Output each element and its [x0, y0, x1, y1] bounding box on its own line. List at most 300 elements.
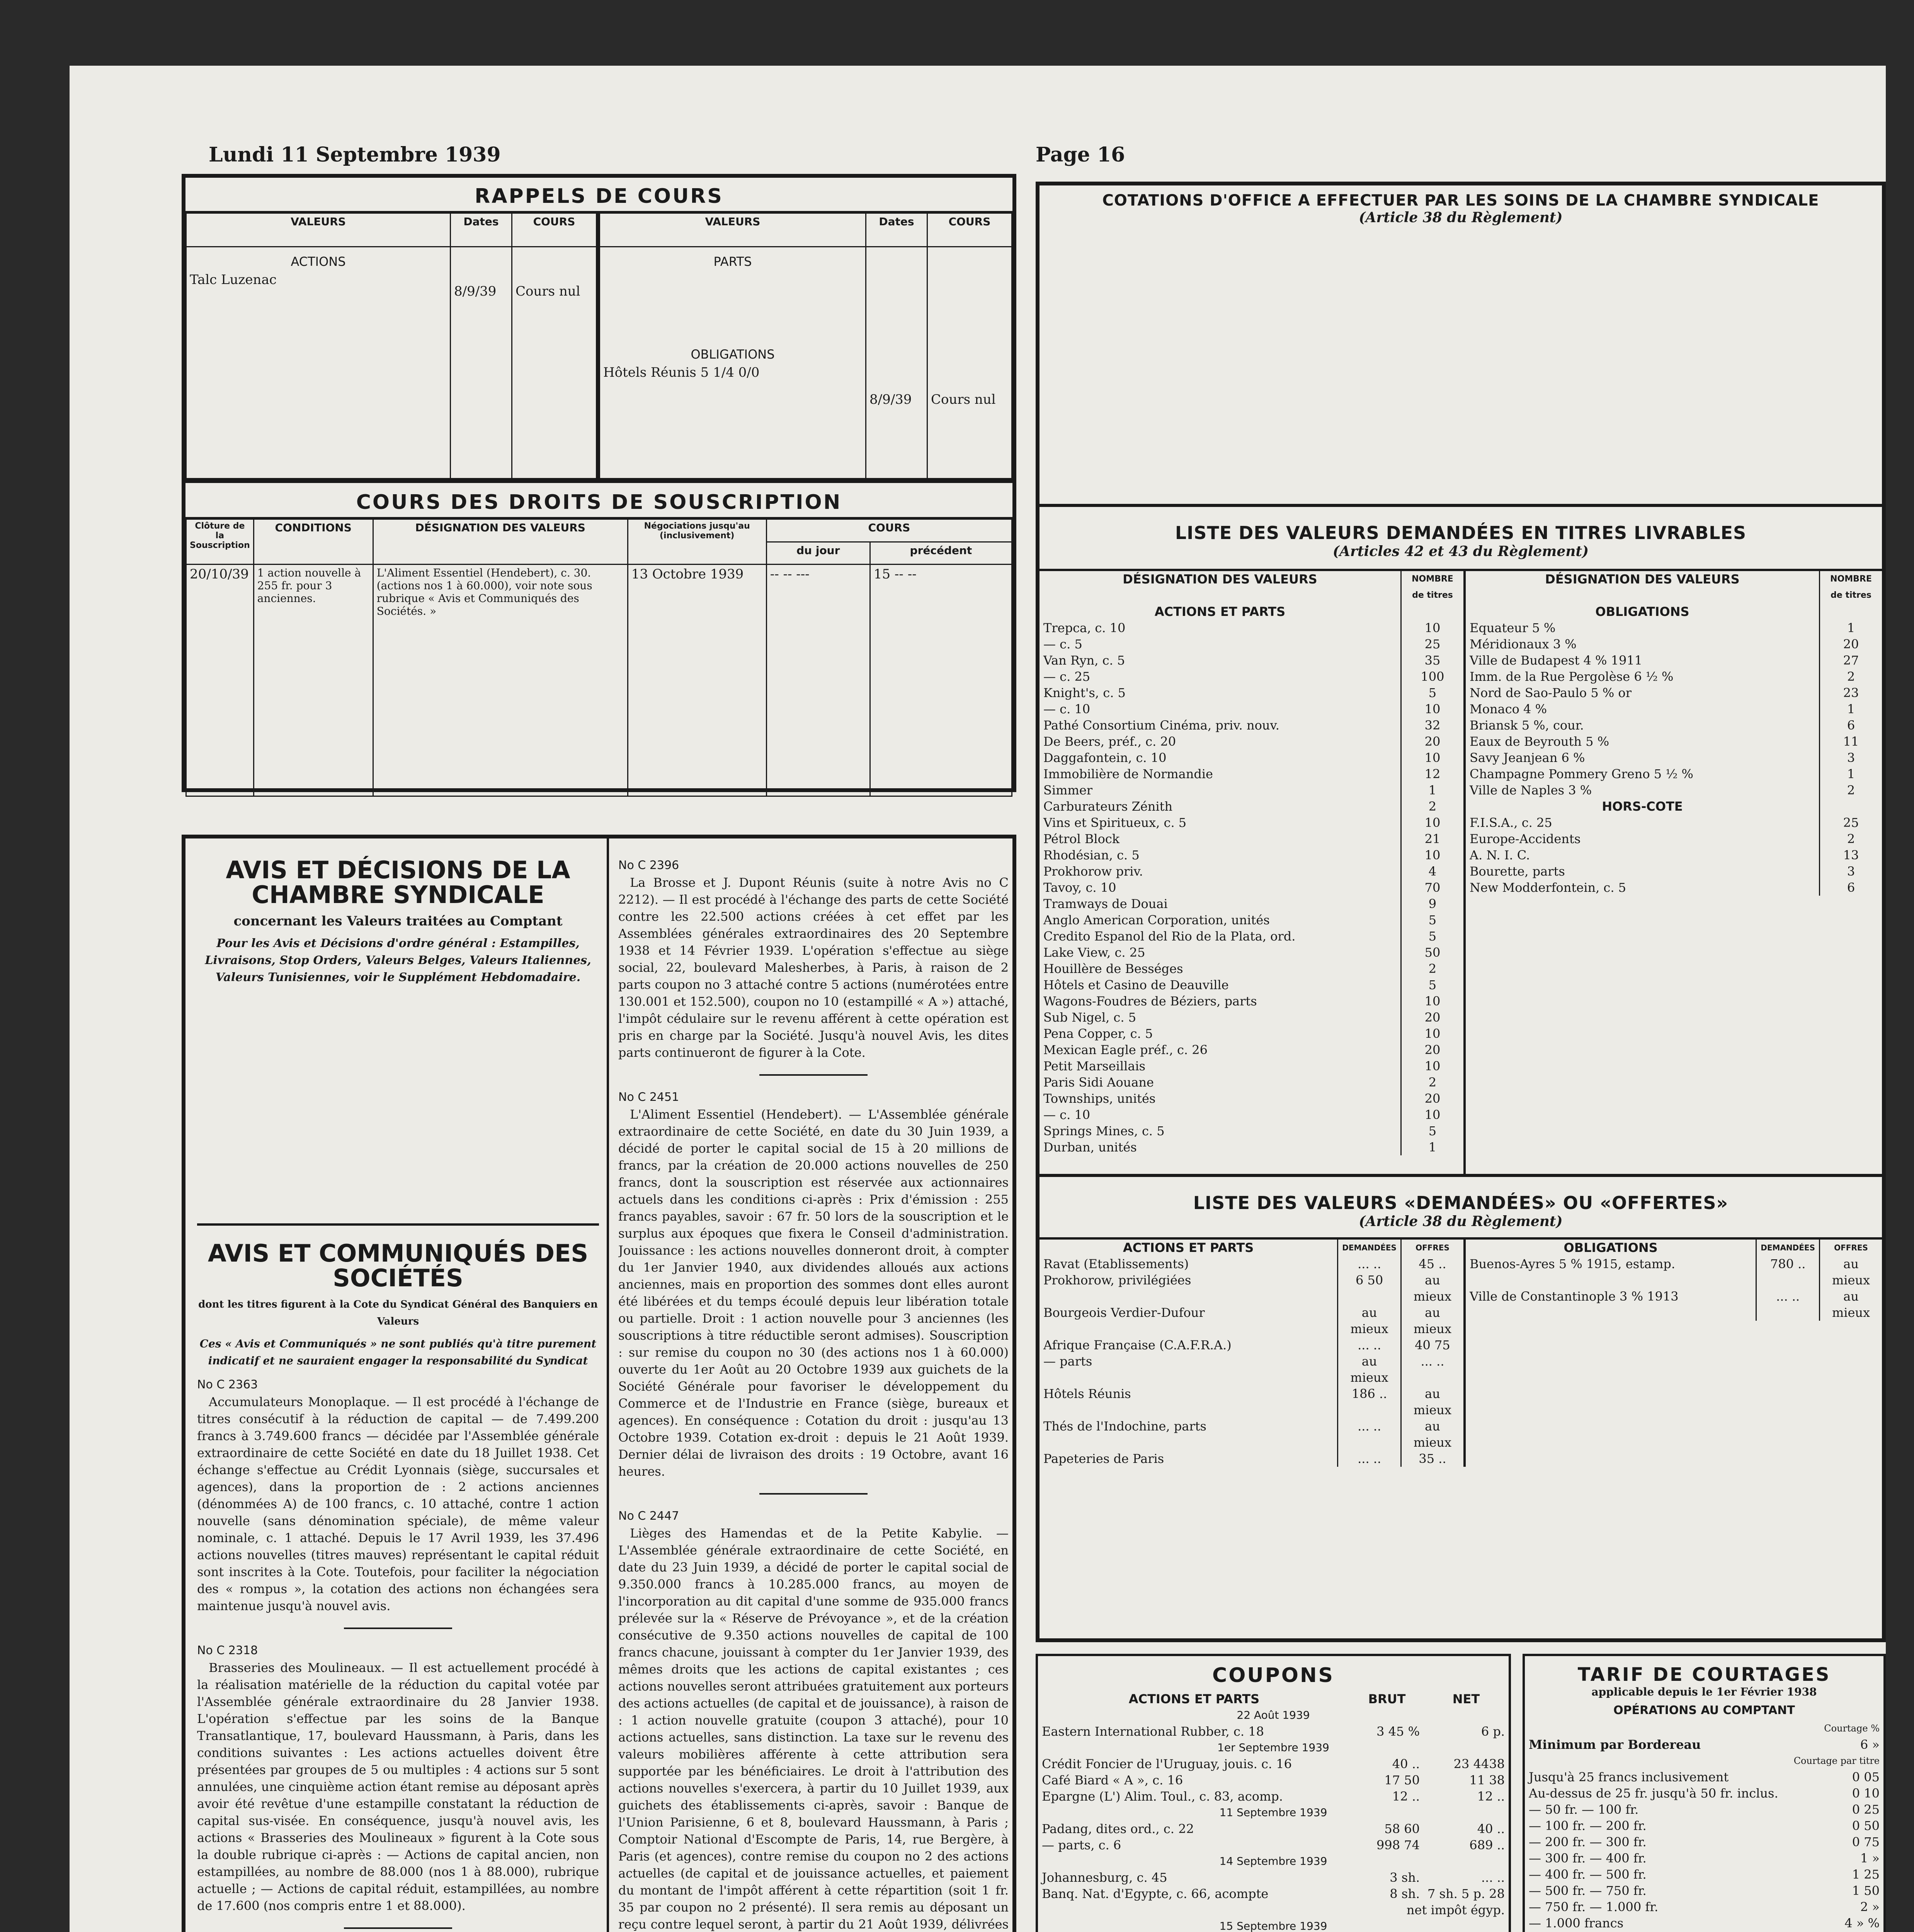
coupon-name: Banq. Nat. d'Egypte, c. 66, acompte [1042, 1886, 1269, 1901]
titres-count: 5 [1401, 685, 1463, 701]
valeur-name: Immobilière de Normandie [1043, 767, 1213, 781]
courtage-value: 0 50 [1852, 1818, 1880, 1833]
cotations-office-title: COTATIONS D'OFFICE A EFFECTUER PAR LES SOINS DE LA CHAMBRE SYNDICALE [1102, 192, 1819, 209]
divider [759, 1074, 868, 1076]
divider [344, 1628, 452, 1629]
demandees-value: 6 50 [1338, 1272, 1401, 1304]
offres-value: au mieux [1401, 1386, 1463, 1418]
titres-count: 25 [1401, 636, 1463, 652]
coupon-brut: 8 sh. [1390, 1886, 1420, 1901]
conditions: 1 action nouvelle à 255 fr. pour 3 anciennes. [253, 565, 373, 796]
valeur-name: Eaux de Beyrouth 5 % [1469, 734, 1609, 749]
titres-count: 13 [1820, 847, 1882, 863]
avis-societes-subtitle: dont les titres figurent à la Cote du Syndicat Général des Banquiers en Valeurs [198, 1299, 598, 1327]
list-item [1040, 1009, 1463, 1026]
demandees-left-table [1040, 1240, 1463, 1467]
valeur-name: Hôtels et Casino de Deauville [1043, 978, 1229, 992]
list-item [1466, 782, 1882, 798]
valeur-name: Nord de Sao-Paulo 5 % or [1469, 685, 1632, 700]
coupon-name: Epargne (L') Alim. Toul., c. 83, acomp. [1042, 1789, 1283, 1804]
valeur-name: Monaco 4 % [1469, 702, 1547, 716]
item-text: Lièges des Hamendas et de la Petite Kabylie. — L'Assemblée générale extraordinaire de cette Société, en date du 23 Juin 1939, a décidé de porter le capital social de 9.350.000 francs à 10.285.000 francs, au moyen de l'incorporation au dit capital d'une somme de 935.000 francs prélevée sur la « Réserve de Prévoyance », et de la création consécutive de 9.350 actions nouvelles de capital de 100 francs chacune, jouissant à compter du 1er Janvier 1939, des mêmes droits que les actions de capital existantes ; ces actions nouvelles seront attribuées gratuitement aux porteurs des actions actuelles (de capital et de jouissance), à raison de : 1 action nouvelle gratuite (coupon 3 attaché), pour 10 actions actuelles, sans distinction. La taxe sur le revenu des valeurs mobilières afférente à cette attribution sera supportée par les bénéficiaires. Le droit à l'attribution des actions nouvelles s'exercera, à partir du 10 Juillet 1939, aux guichets des établissements ci-après, savoir : Banque de l'Union Parisienne, 6 et 8, boulevard Haussmann, à Paris ; Comptoir National d'Escompte de Paris, 14, rue Bergère, à Paris (et agences), contre remise du coupon no 2 des actions actuelles (de capital et de jouissance actuelles, et paiement du montant de l'impôt afférent à cette répartition (soit 1 fr. 35 par coupon no 2 présenté). Il sera remis au déposant un reçu contre lequel seront, à partir du 21 Août 1939, délivrées [618, 1526, 1009, 1932]
valeur-name: Rhodésian, c. 5 [1043, 848, 1140, 862]
coupon-name: Crédit Foncier de l'Uruguay, jouis. c. 16 [1042, 1757, 1292, 1771]
courtage-tranche: Jusqu'à 25 francs inclusivement [1529, 1770, 1729, 1784]
rappel-valeur: Talc Luzenac [190, 272, 277, 287]
list-item [1466, 701, 1882, 717]
titres-count: 20 [1401, 1042, 1463, 1058]
list-item [1040, 896, 1463, 912]
valeur-name: Hôtels Réunis [1043, 1386, 1131, 1401]
valeur-name: Tramways de Douai [1043, 896, 1168, 911]
coupons-rows-actions [1038, 1707, 1509, 1932]
divider [759, 1493, 868, 1495]
list-item [1040, 717, 1463, 733]
col-nombre-right: NOMBRE de titres [1820, 571, 1882, 604]
list-item [1466, 668, 1882, 685]
coupon-net: 7 sh. 5 p. 28 [1427, 1886, 1505, 1901]
valeur-name: Vins et Spiritueux, c. 5 [1043, 815, 1187, 830]
list-item [1466, 1288, 1882, 1321]
titres-count: 10 [1401, 847, 1463, 863]
courtages-section: OPÉRATIONS AU COMPTANT [1613, 1704, 1795, 1717]
cloture-date: 20/10/39 [186, 565, 254, 796]
section-parts: PARTS [713, 254, 752, 269]
titres-count: 2 [1820, 668, 1882, 685]
valeur-name: Afrique Française (C.A.F.R.A.) [1043, 1338, 1232, 1352]
courtages-table [1525, 1720, 1883, 1931]
courtage-value: 0 10 [1852, 1786, 1880, 1801]
coupon-row [1038, 1869, 1509, 1886]
valeur-name: Prokhorow priv. [1043, 864, 1143, 879]
coupon-note: net impôt égyp. [1406, 1903, 1505, 1917]
courtage-tranche: Au-dessus de 25 fr. jusqu'à 50 fr. inclus. [1529, 1786, 1778, 1801]
titres-count: 10 [1401, 1026, 1463, 1042]
courtage-value: 0 25 [1852, 1802, 1880, 1817]
demandees-right-table [1466, 1240, 1882, 1321]
valeur-name: Ville de Constantinople 3 % 1913 [1469, 1289, 1679, 1304]
offres-value: au mieux [1401, 1304, 1463, 1337]
coupon-date-row [1038, 1740, 1509, 1756]
list-item [1040, 831, 1463, 847]
valeur-name: Thés de l'Indochine, parts [1043, 1419, 1206, 1434]
valeur-name: Pena Copper, c. 5 [1043, 1026, 1153, 1041]
col-dates-right: Dates [866, 213, 927, 247]
designation: L'Aliment Essentiel (Hendebert), c. 30. (actions nos 1 à 60.000), voir note sous rubrique « Avis et Communiqués des Sociétés. » [373, 565, 628, 796]
valeur-name: Sub Nigel, c. 5 [1043, 1010, 1136, 1025]
valeur-name: — c. 25 [1043, 669, 1091, 684]
column-divider [607, 838, 609, 1932]
valeur-name: Bourette, parts [1469, 864, 1565, 879]
list-item [1466, 879, 1882, 896]
demandees-table [1040, 1237, 1882, 1467]
list-item [1525, 1785, 1883, 1801]
demandees-value: 780 .. [1756, 1256, 1820, 1288]
list-item [1040, 961, 1463, 977]
list-item [1466, 831, 1882, 847]
coupon-row [1038, 1788, 1509, 1804]
cours-jour: -- -- --- [766, 565, 870, 796]
offres-value: ... .. [1401, 1353, 1463, 1386]
coupon-name: Eastern International Rubber, c. 18 [1042, 1724, 1264, 1739]
list-item [1466, 652, 1882, 668]
coupon-net: 6 p. [1481, 1724, 1505, 1739]
list-item [1040, 685, 1463, 701]
titres-count: 10 [1401, 620, 1463, 636]
courtage-tranche: — 300 fr. — 400 fr. [1529, 1851, 1647, 1866]
minimum-label: Minimum par Bordereau [1529, 1737, 1701, 1752]
rappels-left-date-cell [451, 247, 512, 479]
valeur-name: Ville de Naples 3 % [1469, 783, 1592, 798]
rappels-left-table [185, 213, 599, 479]
titres-count: 10 [1401, 701, 1463, 717]
item-text: Brasseries des Moulineaux. — Il est actuellement procédé à la réalisation matérielle de la réduction du capital votée par l'Assemblée générale extraordinaire du 28 Janvier 1938. L'opération s'effectue par les soins de la Banque Transatlantique, 17, boulevard Haussmann, à Paris, dans les conditions suivantes : Les actions actuelles doivent être présentées par groupes de 5 ou multiples : 4 actions sur 5 sont annulées, une cinquième action étant remise au déposant après avoir été revêtue d'une estampille constatant la réduction de capital sus-visée. En conséquence, jusqu'à nouvel avis, les actions « Brasseries des Moulineaux » figurent à la Cote sous la double rubrique ci-après : — Actions de capital ancien, non estampillées, au nombre de 88.000 (nos 1 à 88.000), rubrique actuelle ; — Actions de capital réduit, estampillées, au nombre de 17.600 (nos compris entre 1 et 88.000). [197, 1660, 599, 1913]
offres-value: au mieux [1820, 1256, 1882, 1288]
courtage-tranche: — 500 fr. — 750 fr. [1529, 1883, 1647, 1898]
dem-right-rows [1466, 1256, 1882, 1321]
list-item [1040, 1256, 1463, 1272]
valeur-name: Knight's, c. 5 [1043, 685, 1126, 700]
titres-count: 21 [1401, 831, 1463, 847]
col-du-jour: du jour [766, 542, 870, 565]
list-item [1040, 1139, 1463, 1155]
courtage-value: 0 75 [1852, 1835, 1880, 1849]
list-item [1466, 733, 1882, 750]
courtage-value: 4 » % [1844, 1916, 1880, 1930]
titres-count: 10 [1401, 1058, 1463, 1074]
coupon-brut: 40 .. [1392, 1757, 1420, 1771]
valeur-name: De Beers, préf., c. 20 [1043, 734, 1176, 749]
col-designation-left: DÉSIGNATION DES VALEURS [1123, 572, 1317, 587]
header-page-number: Page 16 [1036, 143, 1125, 167]
item-ref: No C 2451 [618, 1090, 679, 1104]
avis-chambre-spacer [197, 992, 599, 1226]
list-item [1466, 750, 1882, 766]
courtage-value: 2 » [1860, 1900, 1880, 1914]
list-item [1040, 1337, 1463, 1353]
titres-count: 35 [1401, 652, 1463, 668]
titres-count: 10 [1401, 815, 1463, 831]
courtage-value: 1 25 [1852, 1867, 1880, 1882]
valeur-name: Equateur 5 % [1469, 621, 1556, 635]
valeur-name: Townships, unités [1043, 1091, 1156, 1106]
item-text: Accumulateurs Monoplaque. — Il est procédé à l'échange de titres consécutif à la réduction de capital — de 7.499.200 francs à 3.749.600 francs — décidée par l'Assemblée générale extraordinaire de cette Société en date du 18 Juillet 1938. Cet échange s'effectue au Crédit Lyonnais (siège, succursales et agences), dans la proportion de : 2 actions anciennes (dénommées A) de 100 francs, c. 10 attaché, contre 1 action nouvelle (sans dénomination spéciale), de même valeur nominale, c. 1 attaché. Depuis le 17 Avril 1939, les 37.496 actions nouvelles (titres mauves) représentant le capital réduit sont inscrites à la Cote. Toutefois, pour faciliter la négociation des « rompus », la cotation des actions non échangées sera maintenue jusqu'à nouvel avis. [197, 1395, 599, 1613]
coupon-brut: 3 45 % [1376, 1724, 1420, 1739]
valeur-name: — c. 10 [1043, 702, 1091, 716]
cotations-office-empty [1040, 226, 1882, 507]
list-item [1040, 766, 1463, 782]
titres-count: 20 [1401, 1090, 1463, 1107]
titres-count: 3 [1820, 750, 1882, 766]
avis-decisions-box [182, 835, 1016, 1932]
valeur-name: Daggafontein, c. 10 [1043, 750, 1167, 765]
list-item [1525, 1899, 1883, 1915]
valeur-name: Ville de Budapest 4 % 1911 [1469, 653, 1643, 668]
coupon-name: Café Biard « A », c. 16 [1042, 1773, 1183, 1787]
demandees-title: LISTE DES VALEURS «DEMANDÉES» OU «OFFERTES» [1040, 1174, 1882, 1213]
valeur-name: Paris Sidi Aouane [1043, 1075, 1154, 1090]
cotations-office-subtitle: (Article 38 du Règlement) [1359, 209, 1563, 226]
cours-precedent: 15 -- -- [870, 565, 1012, 796]
valeur-name: Bourgeois Verdier-Dufour [1043, 1305, 1205, 1320]
rappels-right-table [599, 213, 1012, 479]
list-item [1040, 1074, 1463, 1090]
demandees-value: au mieux [1338, 1353, 1401, 1386]
section-obligations: OBLIGATIONS [691, 347, 775, 362]
coupon-brut: 12 .. [1392, 1789, 1420, 1804]
coupon-date: 11 Septembre 1939 [1219, 1806, 1327, 1819]
list-item [1040, 1304, 1463, 1337]
offres-value: 35 .. [1401, 1451, 1463, 1467]
list-item [1040, 815, 1463, 831]
valeur-name: Houillère de Bességes [1043, 961, 1183, 976]
list-item [1040, 668, 1463, 685]
list-item [1525, 1834, 1883, 1850]
titres-count: 27 [1820, 652, 1882, 668]
souscription-table [185, 519, 1012, 797]
valeur-name: Savy Jeanjean 6 % [1469, 750, 1585, 765]
header-date: Lundi 11 Septembre 1939 [209, 143, 501, 167]
col-precedent: précédent [870, 542, 1012, 565]
valeur-name: Prokhorow, privilégiées [1043, 1273, 1191, 1287]
valeur-name: — c. 5 [1043, 637, 1082, 651]
valeur-name: Petit Marseillais [1043, 1059, 1146, 1073]
list-item [1525, 1850, 1883, 1866]
col-cours: COURS [512, 213, 598, 247]
titres-count: 50 [1401, 944, 1463, 961]
avis-societes-title: AVIS ET COMMUNIQUÉS DES SOCIÉTÉS [208, 1239, 589, 1292]
titres-right [1466, 571, 1882, 1174]
titres-count: 23 [1820, 685, 1882, 701]
coupon-brut: 17 50 [1384, 1773, 1420, 1787]
col-conditions: CONDITIONS [253, 519, 373, 565]
titres-count: 10 [1401, 993, 1463, 1009]
titres-count: 4 [1401, 863, 1463, 879]
titres-count: 10 [1401, 1107, 1463, 1123]
list-item [1040, 879, 1463, 896]
rappel-date-right: 8/9/39 [869, 392, 912, 407]
list-item [1040, 701, 1463, 717]
coupon-date-row [1038, 1707, 1509, 1723]
titres-count: 11 [1820, 733, 1882, 750]
valeur-name: — parts [1043, 1354, 1092, 1369]
col-courtage-pct: Courtage % [1824, 1723, 1880, 1734]
valeur-name: A. N. I. C. [1469, 848, 1530, 862]
offres-value: 45 .. [1401, 1256, 1463, 1272]
coupon-date-row [1038, 1804, 1509, 1821]
list-item [1525, 1883, 1883, 1899]
list-item [1040, 1107, 1463, 1123]
titres-livrables-title: LISTE DES VALEURS DEMANDÉES EN TITRES LIVRABLES [1175, 522, 1747, 543]
demandees-value: ... .. [1338, 1337, 1401, 1353]
coupon-name: Johannesburg, c. 45 [1042, 1870, 1167, 1885]
item-ref: No C 2318 [197, 1644, 258, 1657]
valeur-name: Papeteries de Paris [1043, 1451, 1164, 1466]
courtage-tranche: — 200 fr. — 300 fr. [1529, 1835, 1647, 1849]
list-item [1525, 1801, 1883, 1818]
titres-livrables-table [1040, 569, 1882, 1174]
coupons-title: COUPONS [1212, 1664, 1334, 1687]
souscription-title: COURS DES DROITS DE SOUSCRIPTION [185, 479, 1012, 519]
list-item [1040, 993, 1463, 1009]
list-item [1466, 620, 1882, 636]
col-nombre-left: NOMBRE de titres [1401, 571, 1463, 604]
valeur-name: — c. 10 [1043, 1107, 1091, 1122]
titres-left-table [1040, 571, 1463, 1155]
valeur-name: Springs Mines, c. 5 [1043, 1124, 1165, 1138]
coupon-net: 689 .. [1469, 1838, 1505, 1852]
coupons-section-actions: ACTIONS ET PARTS [1128, 1692, 1260, 1706]
coupon-net: 23 4438 [1453, 1757, 1505, 1771]
item-text: La Brosse et J. Dupont Réunis (suite à notre Avis no C 2212). — Il est procédé à l'échange des parts de cette Société contre les 22.500 actions créées à cet effet par les Assemblées générales extraordinaires des 20 Septembre 1938 et 14 Février 1939. L'opération s'effectue au siège social, 22, boulevard Malesherbes, à Paris, à raison de 2 parts coupon no 3 attaché contre 5 actions (numérotées entre 130.001 et 152.500), coupon no 10 (estampillé « A ») attaché, l'impôt cédulaire sur le revenu afférent à cette opération est pris en charge par la Société. Jusqu'à nouvel Avis, les dites parts continueront de figurer à la Cote. [618, 875, 1009, 1060]
list-item [1525, 1866, 1883, 1883]
demandees-value: au mieux [1338, 1304, 1401, 1337]
courtage-tranche: — 1.000 francs [1529, 1916, 1624, 1930]
rappels-souscription-box [182, 174, 1016, 792]
list-item [1040, 1090, 1463, 1107]
titres-count: 12 [1401, 766, 1463, 782]
list-item [1040, 1418, 1463, 1451]
coupon-date: 22 Août 1939 [1237, 1709, 1310, 1721]
courtage-tranche: — 100 fr. — 200 fr. [1529, 1818, 1647, 1833]
valeur-name: Carburateurs Zénith [1043, 799, 1173, 814]
valeur-name: Europe-Accidents [1469, 832, 1581, 846]
titres-count: 1 [1820, 701, 1882, 717]
col-negociations: Négociations jusqu'au (inclusivement) [628, 519, 766, 565]
list-item [1040, 1123, 1463, 1139]
list-item [1040, 977, 1463, 993]
coupon-date: 1er Septembre 1939 [1217, 1741, 1329, 1754]
coupon-note-row [1038, 1902, 1509, 1918]
col-cours-souscription: COURS [766, 519, 1012, 542]
souscription-row [186, 565, 1012, 796]
col-valeurs-right: VALEURS [600, 213, 866, 247]
newspaper-page [70, 66, 1886, 1932]
titres-count: 1 [1820, 620, 1882, 636]
avis-chambre-subtitle: concernant les Valeurs traitées au Comptant [233, 913, 563, 929]
demandees-value: ... .. [1338, 1451, 1401, 1467]
list-item [1040, 636, 1463, 652]
courtage-tranche: — 50 fr. — 100 fr. [1529, 1802, 1639, 1817]
coupons-box [1036, 1654, 1511, 1932]
coupon-name: — parts, c. 6 [1042, 1838, 1121, 1852]
titres-left [1040, 571, 1466, 1174]
titres-livrables-subtitle: (Articles 42 et 43 du Règlement) [1332, 543, 1589, 560]
coupon-row [1038, 1821, 1509, 1837]
titres-count: 5 [1401, 912, 1463, 928]
avis-chambre-note: Pour les Avis et Décisions d'ordre général : Estampilles, Livraisons, Stop Orders, Valeurs Belges, Valeurs Italiennes, Valeurs Tunisiennes, voir le Supplément Hebdomadaire. [205, 937, 591, 984]
list-item [1525, 1769, 1883, 1785]
titres-count: 3 [1820, 863, 1882, 879]
list-item [1040, 620, 1463, 636]
titres-count: 32 [1401, 717, 1463, 733]
courtages-subtitle: applicable depuis le 1er Février 1938 [1591, 1685, 1817, 1698]
col-net: NET [1452, 1692, 1480, 1706]
page-header [209, 143, 1886, 167]
valeur-name: Méridionaux 3 % [1469, 637, 1577, 651]
section-actions-parts: ACTIONS ET PARTS [1154, 604, 1286, 619]
list-item [1040, 912, 1463, 928]
list-item [1040, 863, 1463, 879]
empty-cell [1038, 1902, 1350, 1918]
titres-count: 1 [1820, 766, 1882, 782]
section-hors-cote: HORS-COTE [1602, 799, 1683, 814]
col-brut: BRUT [1368, 1692, 1406, 1706]
col-valeurs: VALEURS [186, 213, 451, 247]
coupon-brut: 58 60 [1384, 1821, 1420, 1836]
coupon-date: 14 Septembre 1939 [1219, 1855, 1327, 1867]
titres-count: 1 [1401, 782, 1463, 798]
courtage-value: 1 50 [1852, 1883, 1880, 1898]
coupon-brut: 3 sh. [1390, 1870, 1420, 1885]
titres-count: 2 [1820, 782, 1882, 798]
coupon-date-row [1038, 1918, 1509, 1932]
section-actions: ACTIONS [291, 254, 346, 269]
minimum-value: 6 » [1860, 1737, 1880, 1752]
list-item [1040, 1386, 1463, 1418]
courtage-tranche: — 400 fr. — 500 fr. [1529, 1867, 1647, 1882]
demandees-value: 186 .. [1338, 1386, 1401, 1418]
cotations-right-box [1036, 182, 1886, 1642]
coupon-net: ... .. [1481, 1870, 1505, 1885]
list-item [1466, 717, 1882, 733]
titres-count: 5 [1401, 977, 1463, 993]
courtage-tranche: — 750 fr. — 1.000 fr. [1529, 1900, 1659, 1914]
col-courtage-titre: Courtage par titre [1793, 1755, 1880, 1766]
valeur-name: Anglo American Corporation, unités [1043, 913, 1270, 927]
titres-left-rows [1040, 620, 1463, 1155]
avis-societes-items [197, 1376, 599, 1932]
list-item [1040, 928, 1463, 944]
col-offres-right: OFFRES [1820, 1240, 1882, 1256]
list-item [1040, 1272, 1463, 1304]
titres-right-table [1466, 571, 1882, 896]
list-item [1040, 798, 1463, 815]
list-item [1040, 1026, 1463, 1042]
coupon-row [1038, 1886, 1509, 1902]
coupons-table [1038, 1691, 1509, 1932]
rappels-right-cours-cell [927, 247, 1012, 479]
valeur-name: Credito Espanol del Rio de la Plata, ord. [1043, 929, 1296, 944]
offres-value: au mieux [1401, 1418, 1463, 1451]
titres-right2-rows [1466, 815, 1882, 896]
titres-right1-rows [1466, 620, 1882, 798]
section-actions-parts-dem: ACTIONS ET PARTS [1123, 1240, 1254, 1255]
demandees-subtitle: (Article 38 du Règlement) [1359, 1213, 1563, 1230]
coupon-row [1038, 1723, 1509, 1740]
valeur-name: Wagons-Foudres de Béziers, parts [1043, 994, 1257, 1009]
list-item [1040, 1353, 1463, 1386]
avis-col-2 [618, 850, 1009, 1932]
titres-count: 2 [1401, 1074, 1463, 1090]
offres-value: au mieux [1820, 1288, 1882, 1321]
valeur-name: Tavoy, c. 10 [1043, 880, 1116, 895]
demandees-right [1466, 1240, 1882, 1467]
col-designation: DÉSIGNATION DES VALEURS [373, 519, 628, 565]
valeur-name: Van Ryn, c. 5 [1043, 653, 1125, 668]
coupon-row [1038, 1756, 1509, 1772]
demandees-left [1040, 1240, 1466, 1467]
list-item [1040, 1451, 1463, 1467]
titres-count: 1 [1401, 1139, 1463, 1155]
list-item [1466, 863, 1882, 879]
demandees-value: ... .. [1338, 1418, 1401, 1451]
avis-chambre-title: AVIS ET DÉCISIONS DE LA CHAMBRE SYNDICALE [226, 856, 570, 909]
titres-count: 2 [1401, 798, 1463, 815]
coupon-date-row [1038, 1853, 1509, 1869]
item-ref: No C 2363 [197, 1378, 258, 1391]
list-item [1466, 815, 1882, 831]
